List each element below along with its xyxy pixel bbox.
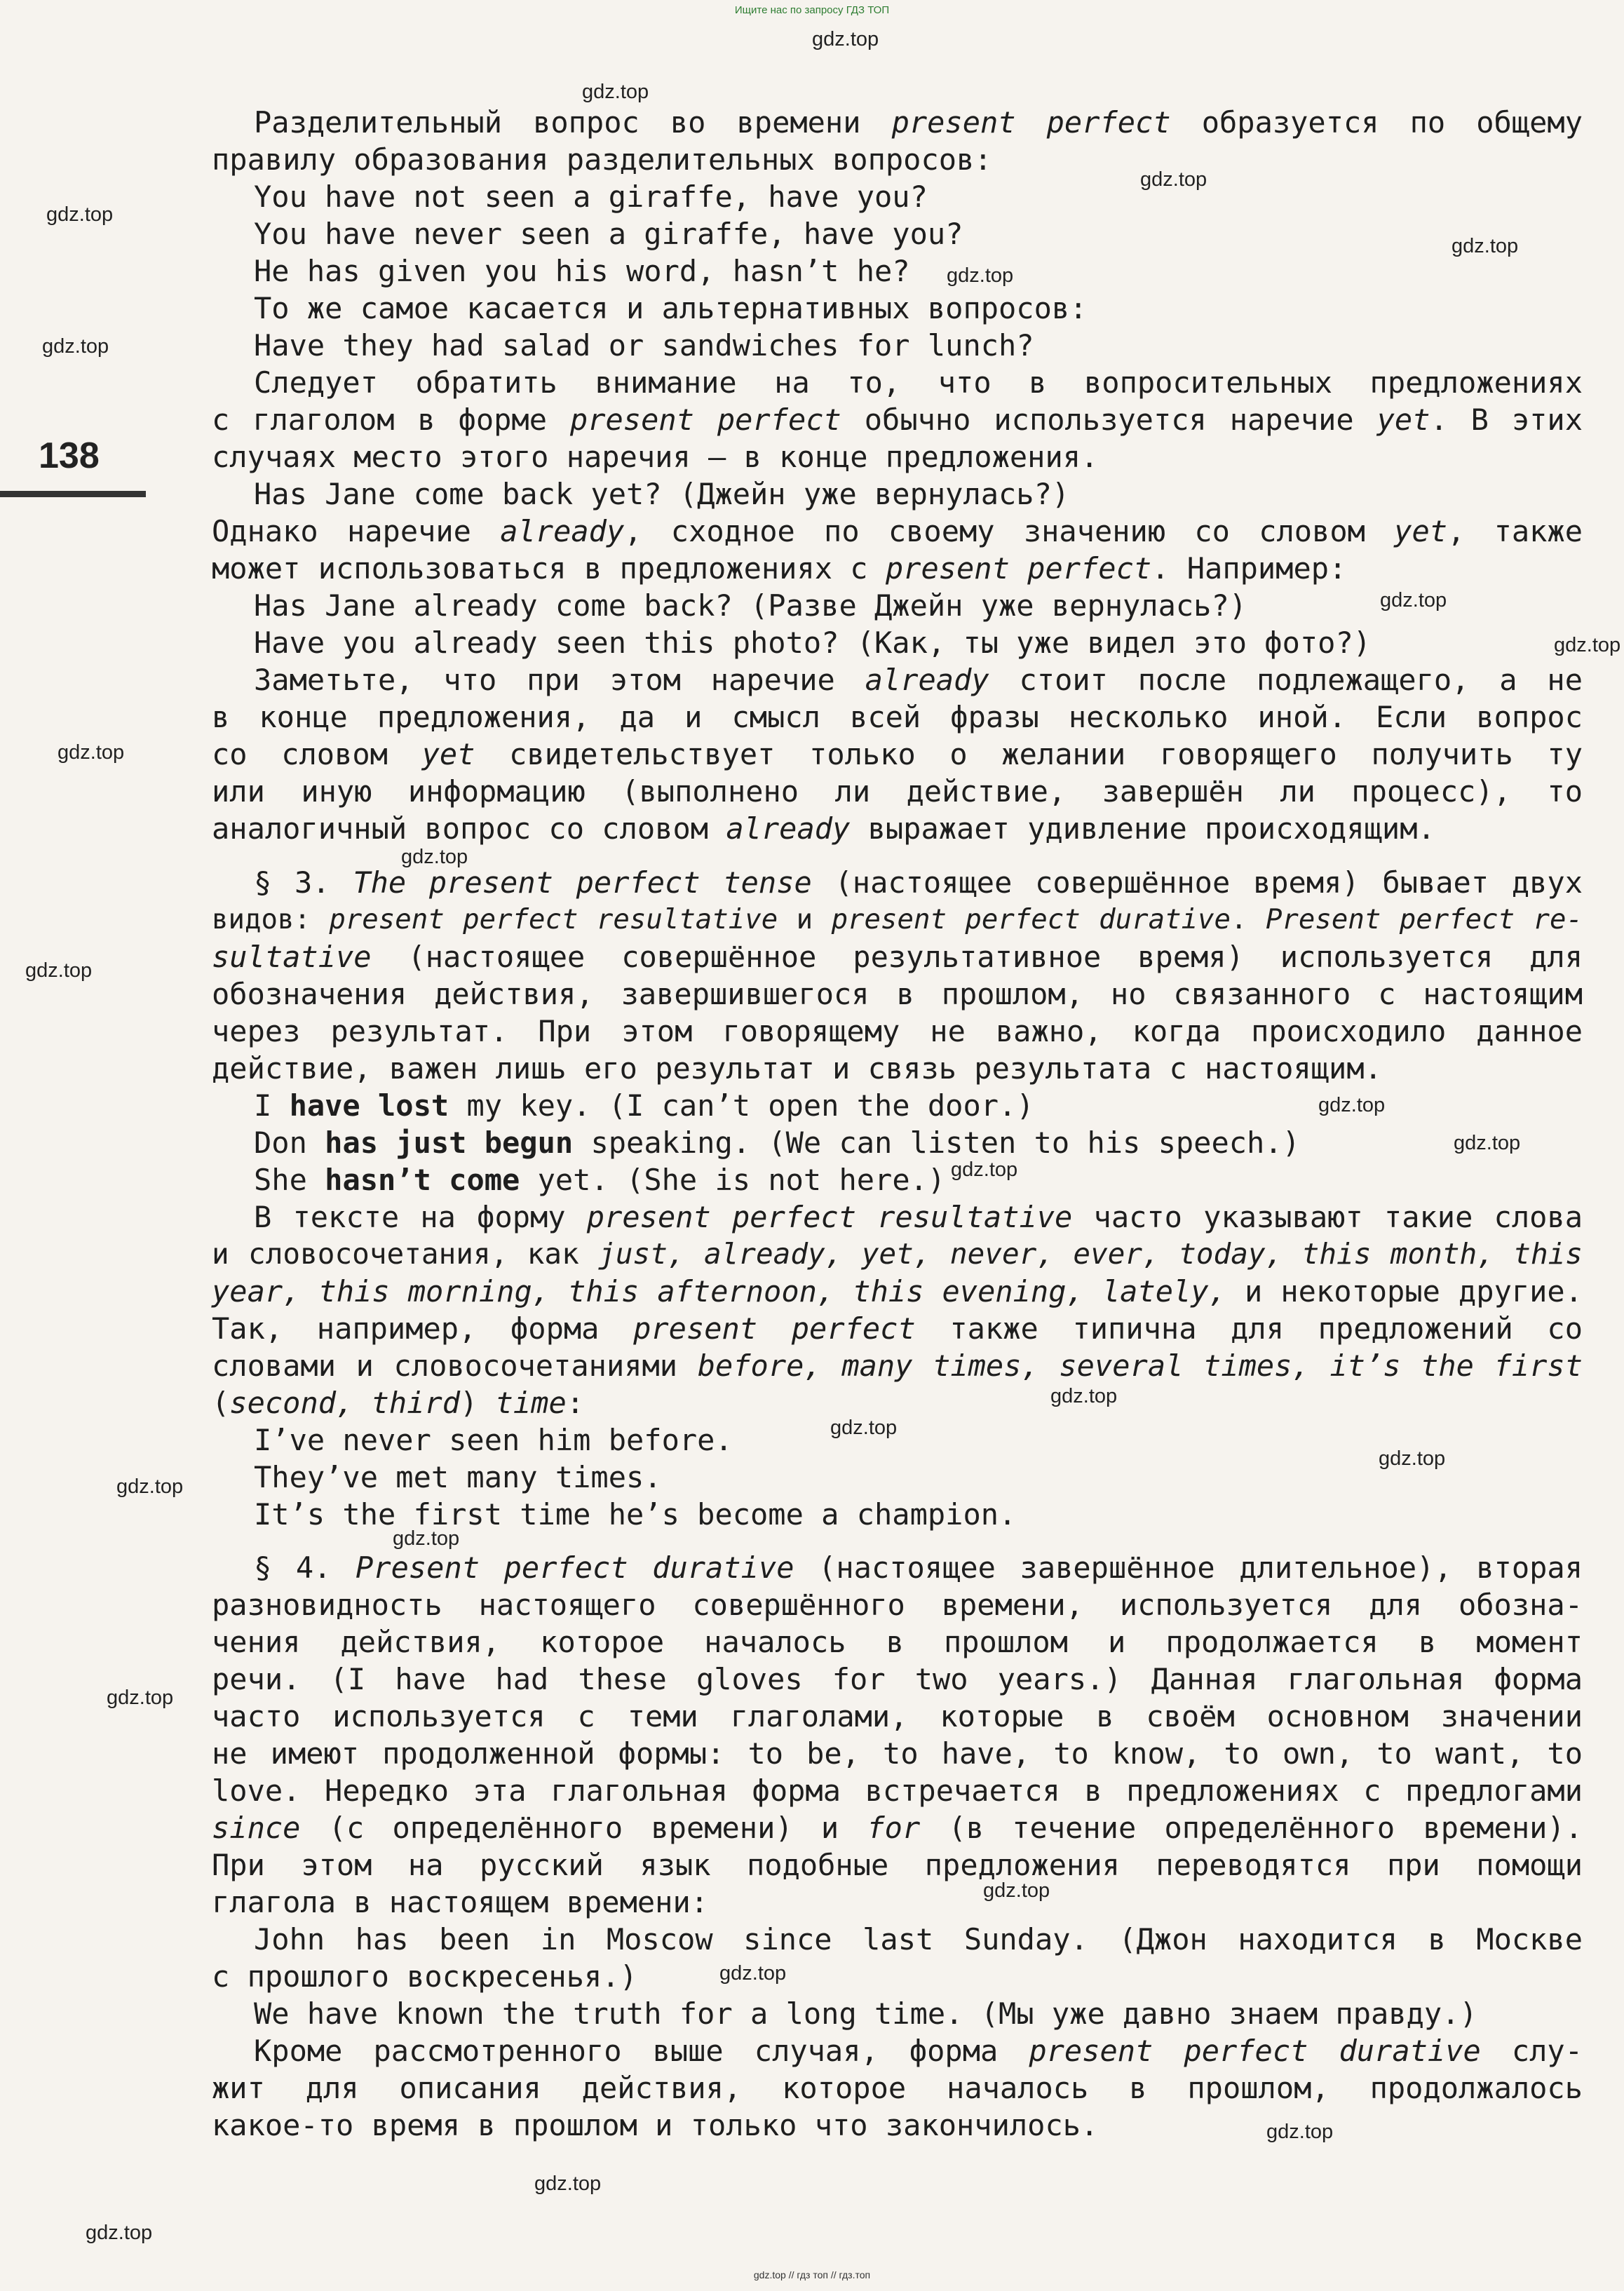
text-line: В тексте на форму present perfect resultative часто указывают такие слова xyxy=(254,1200,1583,1234)
example-sentence: You have never seen a giraffe, have you? xyxy=(254,217,963,251)
header-note: Ищите нас по запросу ГДЗ ТОП xyxy=(734,4,890,16)
watermark: gdz.top xyxy=(393,1527,460,1550)
text-line: разновидность настоящего совершённого времени, используется для обозна- xyxy=(212,1588,1583,1622)
section-3-heading-line: § 3. The present perfect tense (настоящее совершённое время) бывает двух xyxy=(254,865,1583,900)
watermark: gdz.top xyxy=(1266,2121,1334,2143)
watermark: gdz.top xyxy=(1380,589,1447,611)
text-line: речи. (I have had these gloves for two years.) Данная глагольная форма xyxy=(212,1662,1583,1696)
example-sentence: John has been in Moscow since last Sunday. (Джон находится в Москве xyxy=(254,1922,1583,1957)
watermark: gdz.top xyxy=(25,959,93,982)
section-4-heading-line: § 4. Present perfect durative (настоящее завершённое длительное), вторая xyxy=(254,1550,1583,1585)
example-sentence: I’ve never seen him before. xyxy=(254,1423,733,1457)
watermark: gdz.top xyxy=(947,264,1014,287)
example-sentence: Has Jane already come back? (Разве Джейн уже вернулась?) xyxy=(254,588,1247,623)
watermark: gdz.top xyxy=(983,1879,1050,1902)
example-sentence: It’s the first time he’s become a champion. xyxy=(254,1497,1017,1532)
text-line: в конце предложения, да и смысл всей фразы несколько иной. Если вопрос xyxy=(212,700,1583,734)
example-sentence: He has given you his word, hasn’t he? xyxy=(254,254,910,288)
text-line: year, this morning, this afternoon, this evening, lately, и некоторые другие. xyxy=(212,1274,1583,1309)
watermark: gdz.top xyxy=(1454,1132,1521,1154)
example-sentence: You have not seen a giraffe, have you? xyxy=(254,180,928,214)
watermark: gdz.top xyxy=(812,28,879,50)
footer-note: gdz.top // гдз топ // гдз.топ xyxy=(753,2269,871,2280)
example-sentence: I have lost my key. (I can’t open the door.) xyxy=(254,1088,1034,1123)
watermark: gdz.top xyxy=(57,741,125,764)
watermark: gdz.top xyxy=(1050,1385,1118,1407)
example-sentence: She hasn’t come yet. (She is not here.) xyxy=(254,1163,946,1197)
text-line: (second, third) time: xyxy=(212,1386,585,1420)
example-sentence: Don has just begun speaking. (We can listen to his speech.) xyxy=(254,1126,1300,1160)
watermark: gdz.top xyxy=(1140,168,1207,191)
page-number-rule xyxy=(0,491,146,497)
text-line: Однако наречие already, сходное по своему значению со словом yet, также xyxy=(212,514,1583,548)
text-line: Следует обратить внимание на то, что в вопросительных предложениях xyxy=(254,365,1583,400)
watermark: gdz.top xyxy=(107,1687,174,1709)
example-sentence: Have they had salad or sandwiches for lunch? xyxy=(254,328,1034,363)
text-line: может использоваться в предложениях с present perfect. Например: xyxy=(212,551,1347,586)
text-line: sultative (настоящее совершённое результативное время) используется для xyxy=(212,940,1583,974)
watermark: gdz.top xyxy=(582,81,649,103)
text-line: чения действия, которое началось в прошлом и продолжается в момент xyxy=(212,1625,1583,1659)
watermark: gdz.top xyxy=(534,2172,602,2195)
example-sentence: They’ve met many times. xyxy=(254,1460,662,1494)
text-line: обозначения действия, завершившегося в прошлом, но связанного с настоящим xyxy=(212,977,1583,1011)
text-line: видов: present perfect resultative и present perfect durative. Present perfect re- xyxy=(212,904,1583,935)
text-line: Заметьте, что при этом наречие already стоит после подлежащего, а не xyxy=(254,663,1583,697)
text-line: случаях место этого наречия — в конце предложения. xyxy=(212,440,1099,474)
text-line: словами и словосочетаниями before, many times, several times, it’s the first xyxy=(212,1349,1583,1383)
text-line: Разделительный вопрос во времени present perfect образуется по общему xyxy=(254,105,1583,140)
watermark: gdz.top xyxy=(1379,1447,1446,1470)
watermark: gdz.top xyxy=(401,846,468,868)
watermark: gdz.top xyxy=(719,1962,787,1985)
text-line: То же самое касается и альтернативных вопросов: xyxy=(254,291,1088,325)
watermark: gdz.top xyxy=(116,1475,184,1498)
text-line: since (с определённого времени) и for (в течение определённого времени). xyxy=(212,1811,1583,1845)
text-line: Так, например, форма present perfect также типична для предложений со xyxy=(212,1311,1583,1346)
text-line: аналогичный вопрос со словом already выражает удивление происходящим. xyxy=(212,811,1435,846)
text-line: love. Нередко эта глагольная форма встречается в предложениях с предлогами xyxy=(212,1773,1583,1808)
text-line: глагола в настоящем времени: xyxy=(212,1885,709,1919)
example-sentence: с прошлого воскресенья.) xyxy=(212,1959,637,1994)
text-line: правилу образования разделительных вопросов: xyxy=(212,142,992,177)
text-line: действие, важен лишь его результат и связь результата с настоящим. xyxy=(212,1051,1382,1086)
watermark: gdz.top xyxy=(1318,1094,1386,1116)
example-sentence: We have known the truth for a long time. (Мы уже давно знаем правду.) xyxy=(254,1996,1477,2031)
example-sentence: Has Jane come back yet? (Джейн уже вернулась?) xyxy=(254,477,1070,511)
watermark: gdz.top xyxy=(42,335,109,358)
text-line: какое-то время в прошлом и только что закончилось. xyxy=(212,2108,1099,2142)
watermark: gdz.top xyxy=(951,1158,1018,1181)
text-line: с глаголом в форме present perfect обычно используется наречие yet. В этих xyxy=(212,403,1583,437)
text-line: жит для описания действия, которое началось в прошлом, продолжалось xyxy=(212,2071,1583,2105)
text-line: Кроме рассмотренного выше случая, форма present perfect durative слу- xyxy=(254,2034,1583,2068)
text-line: не имеют продолженной формы: to be, to have, to know, to own, to want, to xyxy=(212,1736,1583,1771)
text-line: со словом yet свидетельствует только о желании говорящего получить ту xyxy=(212,737,1583,771)
watermark: gdz.top xyxy=(830,1417,898,1439)
watermark: gdz.top xyxy=(1452,235,1519,257)
watermark: gdz.top xyxy=(86,2222,153,2244)
text-line: часто используется с теми глаголами, которые в своём основном значении xyxy=(212,1699,1583,1734)
watermark: gdz.top xyxy=(1554,634,1621,656)
watermark: gdz.top xyxy=(46,203,114,226)
example-sentence: Have you already seen this photo? (Как, ты уже видел это фото?) xyxy=(254,626,1372,660)
text-line: и словосочетания, как just, already, yet, never, ever, today, this month, this xyxy=(212,1237,1583,1271)
page-number: 138 xyxy=(39,435,100,476)
text-line: При этом на русский язык подобные предложения переводятся при помощи xyxy=(212,1848,1583,1882)
text-line: через результат. При этом говорящему не важно, когда происходило данное xyxy=(212,1014,1583,1048)
text-line: или иную информацию (выполнено ли действие, завершён ли процесс), то xyxy=(212,774,1583,809)
